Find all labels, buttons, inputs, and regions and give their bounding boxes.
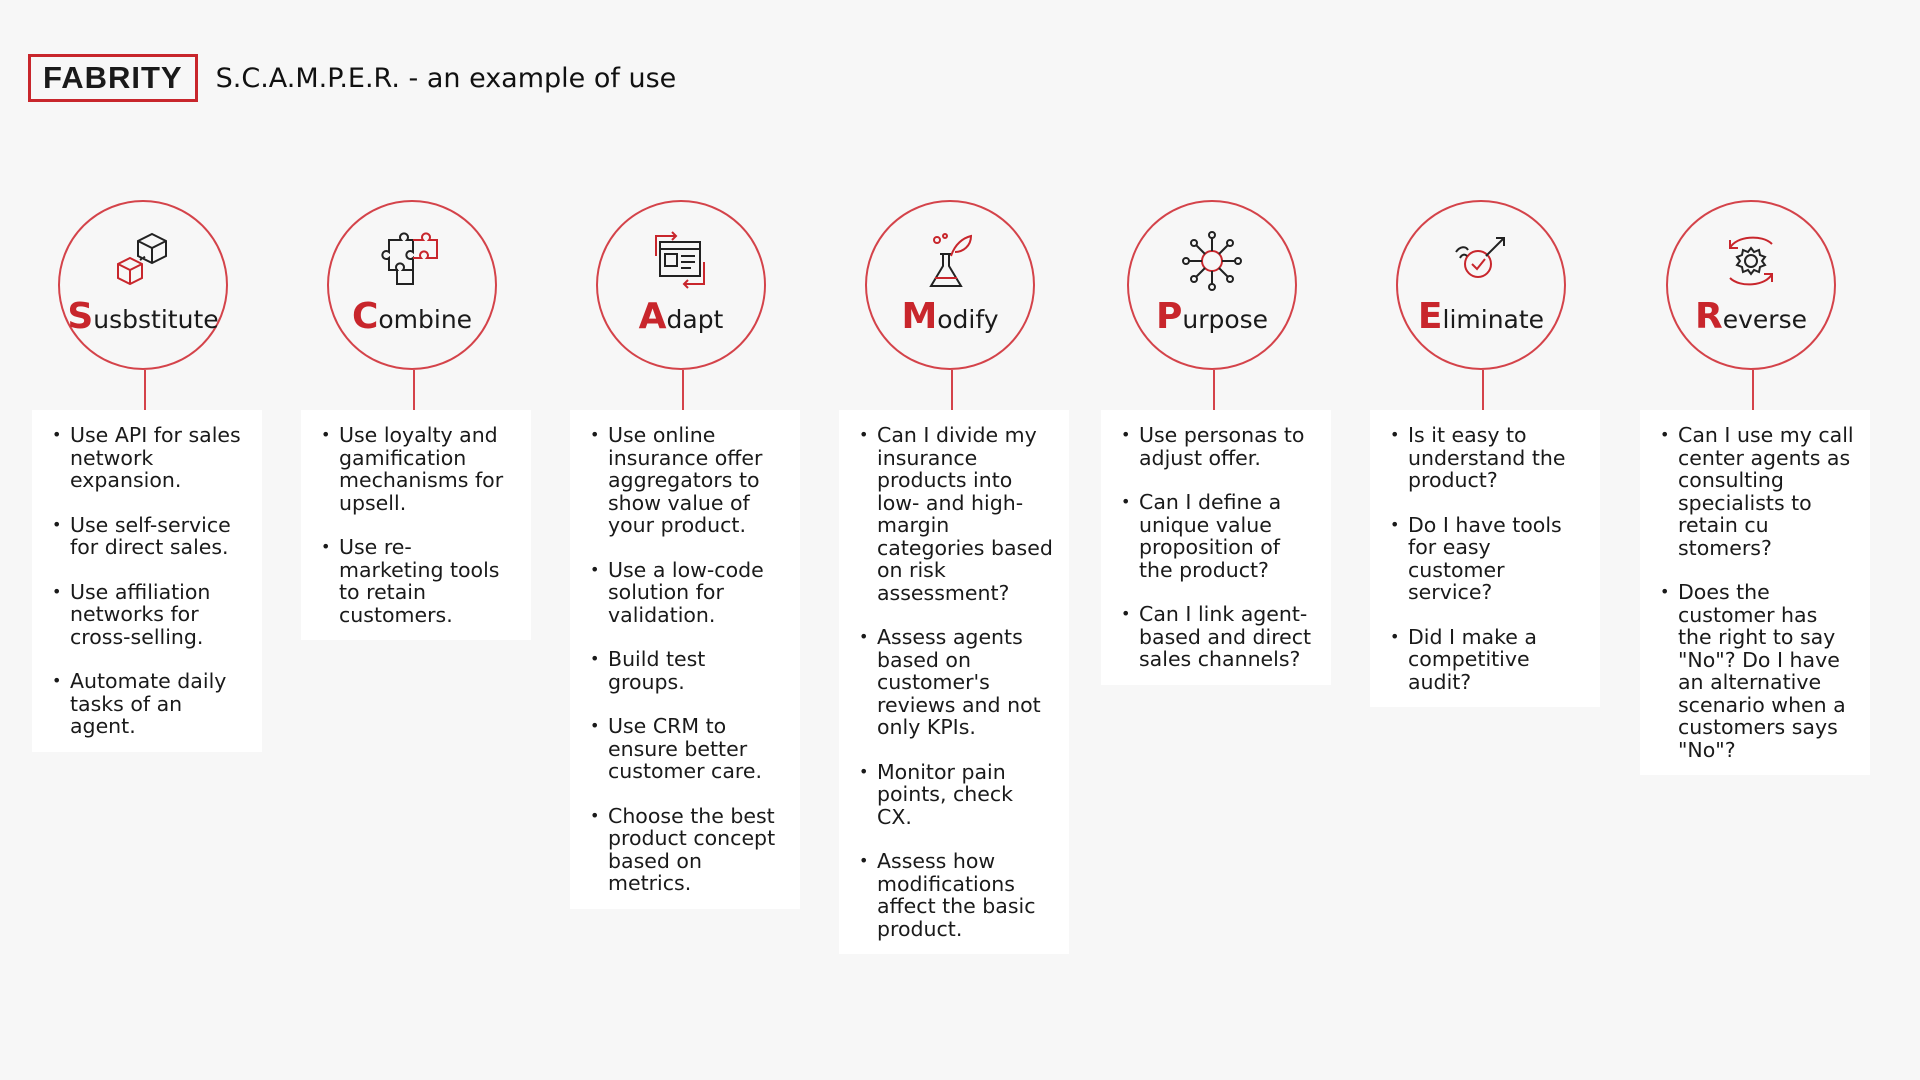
list-item: • Use self-service for direct sales. — [52, 514, 246, 559]
list-item: • Does the customer has the right to say "No"? Do I have an alternative scenario when a customers says "No"? — [1660, 581, 1854, 761]
fabrity-logo: FABRITY — [28, 54, 198, 102]
label-modify: Modify — [901, 296, 999, 337]
list-item: • Use re-marketing tools to retain customers. — [321, 536, 515, 626]
connector — [1752, 370, 1754, 410]
card-purpose — [1101, 410, 1331, 685]
list-item: • Automate daily tasks of an agent. — [52, 670, 246, 738]
target-check-icon — [1446, 226, 1516, 296]
list-item: • Assess agents based on customer's reviews and not only KPIs. — [859, 626, 1053, 739]
label-purpose: Purpose — [1155, 296, 1269, 337]
list-item: • Monitor pain points, check CX. — [859, 761, 1053, 829]
card-combine — [301, 410, 531, 640]
list-item: • Assess how modifications affect the basic product. — [859, 850, 1053, 940]
label-reverse: Reverse — [1695, 296, 1807, 337]
connector — [1482, 370, 1484, 410]
list-item: • Is it easy to understand the product? — [1390, 424, 1584, 492]
network-icon — [1177, 226, 1247, 296]
list-item: • Use API for sales network expansion. — [52, 424, 246, 492]
list-item: • Can I use my call center agents as consulting specialists to retain cu stomers? — [1660, 424, 1854, 559]
connector — [144, 370, 146, 410]
card-adapt — [570, 410, 800, 909]
label-combine: Combine — [351, 296, 473, 337]
connector — [951, 370, 953, 410]
list-item: • Choose the best product concept based on metrics. — [590, 805, 784, 895]
circle-combine — [327, 200, 497, 370]
circle-eliminate — [1396, 200, 1566, 370]
browser-window-icon — [646, 226, 716, 296]
list-item: • Can I link agent-based and direct sales channels? — [1121, 603, 1315, 671]
list-item: • Did I make a competitive audit? — [1390, 626, 1584, 694]
label-adapt: Adapt — [638, 296, 724, 337]
card-substitute — [32, 410, 262, 752]
label-substitute: Susbstitute — [67, 296, 219, 337]
list-item: • Use online insurance offer aggregators to show value of your product. — [590, 424, 784, 537]
circle-reverse — [1666, 200, 1836, 370]
list-item: • Can I define a unique value proposition of the product? — [1121, 491, 1315, 581]
circle-purpose — [1127, 200, 1297, 370]
circle-modify — [865, 200, 1035, 370]
card-modify — [839, 410, 1069, 954]
header — [28, 54, 676, 102]
list-item: • Do I have tools for easy customer service? — [1390, 514, 1584, 604]
connector — [1213, 370, 1215, 410]
list-item: • Can I divide my insurance products into low- and high-margin categories based on risk assessment? — [859, 424, 1053, 604]
list-item: • Use loyalty and gamification mechanisms for upsell. — [321, 424, 515, 514]
connector — [413, 370, 415, 410]
cubes-icon — [108, 226, 178, 296]
list-item: • Build test groups. — [590, 648, 784, 693]
label-eliminate: Eliminate — [1417, 296, 1545, 337]
flask-icon — [915, 226, 985, 296]
connector — [682, 370, 684, 410]
circle-adapt — [596, 200, 766, 370]
gear-cycle-icon — [1716, 226, 1786, 296]
list-item: • Use affiliation networks for cross-selling. — [52, 581, 246, 649]
puzzle-icon — [377, 226, 447, 296]
circle-substitute — [58, 200, 228, 370]
list-item: • Use personas to adjust offer. — [1121, 424, 1315, 469]
card-reverse — [1640, 410, 1870, 775]
page-title: S.C.A.M.P.E.R. - an example of use — [215, 62, 677, 94]
card-eliminate — [1370, 410, 1600, 707]
list-item: • Use a low-code solution for validation. — [590, 559, 784, 627]
list-item: • Use CRM to ensure better customer care. — [590, 715, 784, 783]
